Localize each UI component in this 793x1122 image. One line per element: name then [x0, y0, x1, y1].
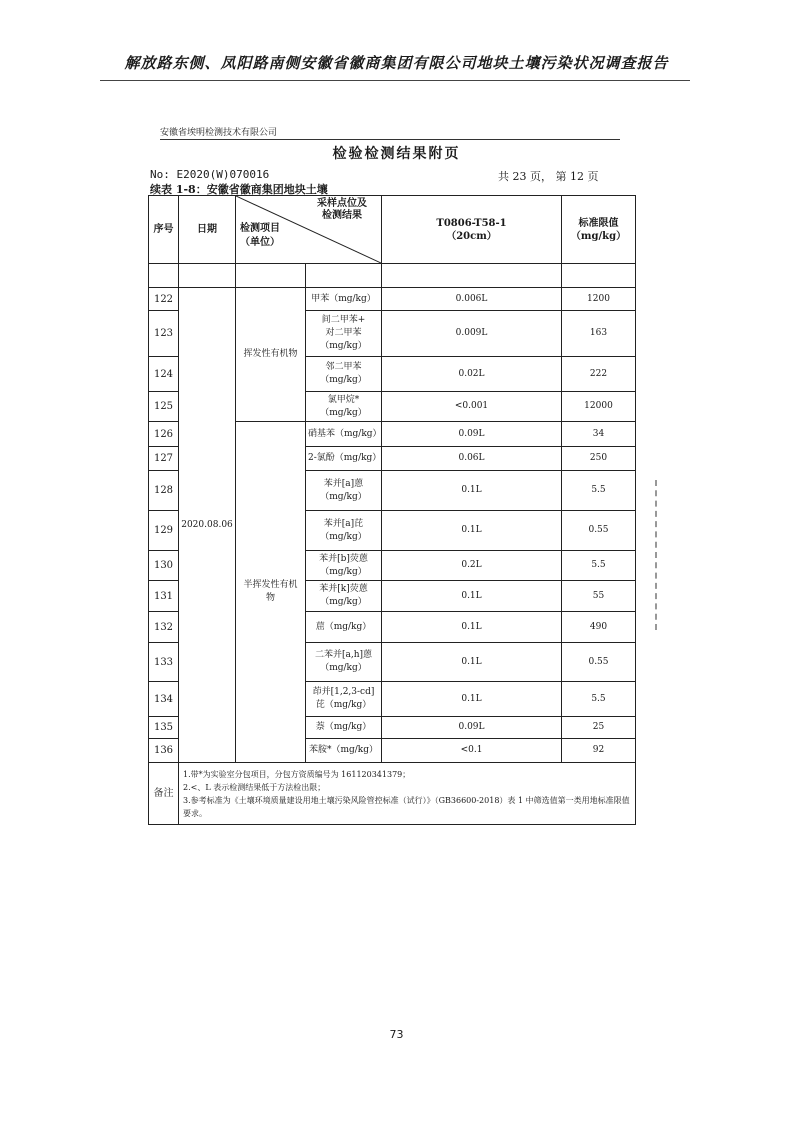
- notes-content: [179, 763, 636, 825]
- row-item-line1: 邻二甲苯: [325, 362, 362, 372]
- notes-label: 备注: [149, 763, 179, 825]
- row-no: 136: [149, 739, 179, 763]
- row-limit: 5.5: [562, 471, 636, 511]
- row-item-line2: 芘（mg/kg）: [315, 700, 372, 710]
- header-sampling-point: [317, 198, 367, 222]
- row-item: [306, 288, 382, 311]
- header-rule: [100, 80, 690, 81]
- document-number: No: E2020(W)070016: [150, 168, 270, 181]
- row-no: 133: [149, 643, 179, 682]
- row-item-line2: （mg/kg）: [320, 491, 367, 502]
- row-no: 127: [149, 447, 179, 471]
- row-no: 122: [149, 288, 179, 311]
- row-item: [306, 311, 382, 357]
- row-limit: 12000: [562, 392, 636, 422]
- row-item-line1: 苯胺*（mg/kg）: [308, 745, 379, 755]
- row-item: [306, 392, 382, 422]
- note-line-1: 1.带*为实验室分包项目，分包方资质编号为 161120341379；: [183, 769, 411, 779]
- row-item-line1: 氯甲烷*: [327, 394, 360, 405]
- group-semivolatile: [236, 422, 306, 763]
- row-item: [306, 511, 382, 551]
- group-semivolatile-line2: 物: [265, 593, 275, 603]
- row-item: [306, 612, 382, 643]
- group-volatile: 挥发性有机物: [236, 288, 306, 422]
- row-result: 0.1L: [382, 682, 562, 717]
- row-no: 125: [149, 392, 179, 422]
- company-rule: [160, 139, 620, 140]
- row-result: <0.001: [382, 392, 562, 422]
- row-no: 129: [149, 511, 179, 551]
- row-item-line1: 间二甲苯+: [321, 315, 366, 325]
- row-item-line1: 苯并[k]荧蒽: [319, 584, 368, 594]
- row-item-line1: 硝基苯（mg/kg）: [308, 428, 382, 439]
- header-test-item: [240, 222, 280, 250]
- row-item-line2: （mg/kg）: [320, 531, 367, 542]
- header-sample-id: T0806-T58-1: [436, 217, 507, 229]
- scan-edge-mark: [655, 480, 661, 630]
- row-limit: 25: [562, 717, 636, 739]
- row-result: 0.06L: [382, 447, 562, 471]
- row-limit: 163: [562, 311, 636, 357]
- row-item: [306, 581, 382, 612]
- row-no: 130: [149, 551, 179, 581]
- row-limit: 34: [562, 422, 636, 447]
- row-item: [306, 357, 382, 392]
- row-item: [306, 447, 382, 471]
- row-no: 134: [149, 682, 179, 717]
- row-item-line1: 二苯并[a,h]蒽: [314, 650, 373, 660]
- row-item-line1: 萘（mg/kg）: [315, 722, 372, 732]
- row-item: [306, 739, 382, 763]
- company-name: 安徽省埃明检测技术有限公司: [160, 128, 278, 138]
- row-result: <0.1: [382, 739, 562, 763]
- row-item: [306, 551, 382, 581]
- page-number: 73: [389, 1028, 404, 1041]
- row-limit: 5.5: [562, 551, 636, 581]
- header-diagonal-cell: [236, 196, 382, 264]
- row-result: 0.02L: [382, 357, 562, 392]
- header-date: 日期: [179, 196, 236, 264]
- row-item-line3: （mg/kg）: [320, 341, 367, 351]
- row-limit: 1200: [562, 288, 636, 311]
- row-no: 131: [149, 581, 179, 612]
- report-header-title: 解放路东侧、凤阳路南侧安徽省徽商集团有限公司地块土壤污染状况调查报告: [124, 54, 669, 72]
- row-limit: 92: [562, 739, 636, 763]
- row-no: 132: [149, 612, 179, 643]
- row-item-line2: （mg/kg）: [320, 566, 367, 577]
- row-no: 135: [149, 717, 179, 739]
- row-no: 124: [149, 357, 179, 392]
- row-limit: 0.55: [562, 511, 636, 551]
- header-limit-line1: 标准限值: [578, 217, 619, 229]
- row-item-line1: 苯并[a]芘: [323, 518, 364, 529]
- row-result: 0.09L: [382, 717, 562, 739]
- results-table: [148, 195, 636, 825]
- date-cell: 2020.08.06: [179, 288, 236, 763]
- row-limit: 55: [562, 581, 636, 612]
- row-limit: 5.5: [562, 682, 636, 717]
- row-item-line2: （mg/kg）: [320, 407, 367, 418]
- page-info: 共 23 页， 第 12 页: [498, 170, 599, 183]
- row-item-line2: （mg/kg）: [320, 375, 367, 385]
- separator-row: [149, 264, 636, 288]
- row-item: [306, 422, 382, 447]
- header-test-item-line1: 检测项目: [240, 223, 280, 234]
- row-item-line1: 甲苯（mg/kg）: [311, 293, 376, 304]
- header-sample: [382, 196, 562, 264]
- row-no: 128: [149, 471, 179, 511]
- page-title: 检验检测结果附页: [332, 146, 461, 162]
- row-item-line2: （mg/kg）: [320, 597, 367, 607]
- header-limit: [562, 196, 636, 264]
- row-result: 0.1L: [382, 471, 562, 511]
- row-item-line1: 茚并[1,2,3-cd]: [312, 687, 375, 697]
- row-item-line1: 䓛（mg/kg）: [315, 621, 372, 632]
- row-no: 123: [149, 311, 179, 357]
- row-item: [306, 717, 382, 739]
- row-limit: 222: [562, 357, 636, 392]
- row-item-line1: 苯并[b]荧蒽: [319, 553, 368, 564]
- row-item: [306, 471, 382, 511]
- row-no: 126: [149, 422, 179, 447]
- row-item-line2: （mg/kg）: [320, 663, 367, 673]
- row-result: 0.09L: [382, 422, 562, 447]
- header-sampling-point-line2: 检测结果: [322, 210, 362, 221]
- note-line-2: 2.<、L 表示检测结果低于方法检出限；: [183, 782, 326, 792]
- header-sampling-point-line1: 采样点位及: [317, 198, 367, 209]
- row-limit: 490: [562, 612, 636, 643]
- row-result: 0.006L: [382, 288, 562, 311]
- header-no: 序号: [149, 196, 179, 264]
- row-limit: 0.55: [562, 643, 636, 682]
- header-limit-line2: （mg/kg）: [570, 230, 627, 242]
- row-result: 0.009L: [382, 311, 562, 357]
- row-limit: 250: [562, 447, 636, 471]
- row-item-line2: 对二甲苯: [325, 328, 362, 338]
- row-result: 0.2L: [382, 551, 562, 581]
- table-row: [149, 288, 636, 311]
- row-item: [306, 682, 382, 717]
- row-result: 0.1L: [382, 511, 562, 551]
- row-result: 0.1L: [382, 643, 562, 682]
- row-item-line1: 苯并[a]蒽: [323, 478, 364, 489]
- header-test-item-line2: （单位）: [240, 237, 280, 248]
- group-semivolatile-line1: 半挥发性有机: [243, 580, 298, 590]
- table-header-row: [149, 196, 636, 264]
- table-subtitle: 续表 1-8：安徽省徽商集团地块土壤: [150, 183, 328, 196]
- header-sample-depth: （20cm）: [446, 230, 497, 242]
- row-item-line1: 2-氯酚（mg/kg）: [308, 453, 382, 463]
- row-result: 0.1L: [382, 612, 562, 643]
- row-result: 0.1L: [382, 581, 562, 612]
- row-item: [306, 643, 382, 682]
- notes-row: [149, 763, 636, 825]
- note-line-3: 3.参考标准为《土壤环境质量建设用地土壤污染风险管控标准（试行）》（GB36600-2018）表 1 中筛选值第一类用地标准限值要求。: [183, 795, 630, 818]
